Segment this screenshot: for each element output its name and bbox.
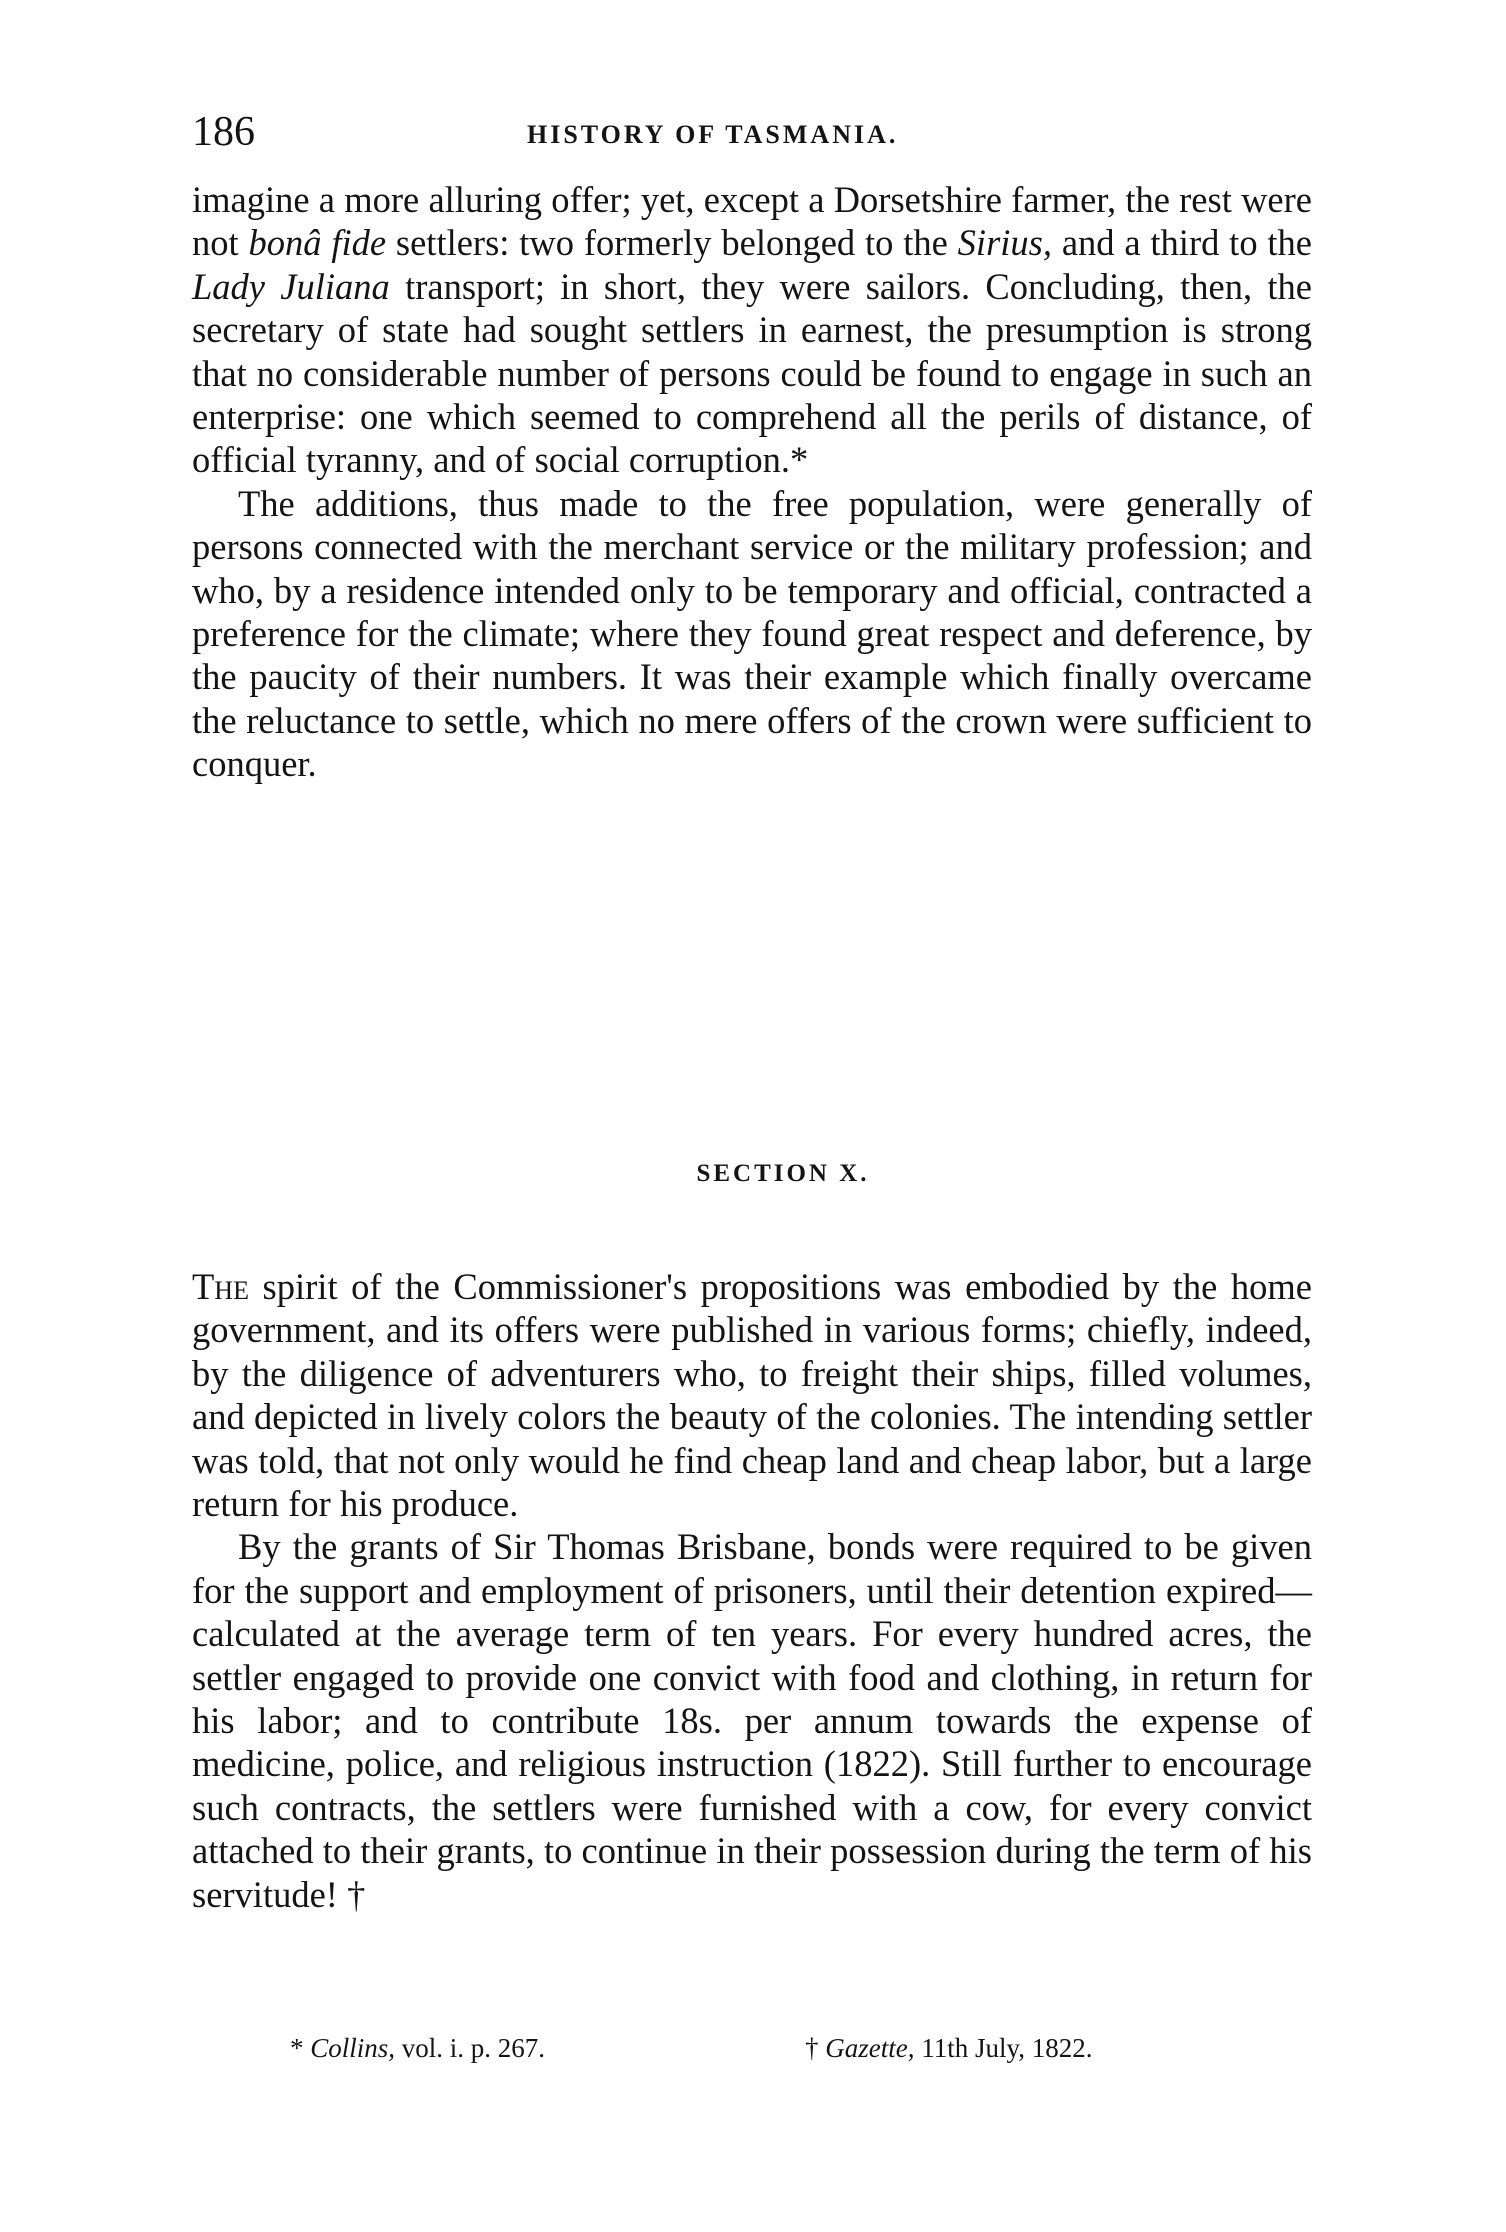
- text-block-top: [192, 178, 1312, 786]
- italic-ship-sirius: Sirius,: [957, 222, 1052, 264]
- paragraph-2: The additions, thus made to the free population, were generally of persons connected with the merchant service or the military profession; and who, by a residence intended only to be temporary and official, contracted a preference for the climate; where they found great respect and deference, by the paucity of their numbers. It was their example which finally overcame the reluctance to settle, which no mere offers of the crown were sufficient to conquer.: [192, 482, 1312, 785]
- text-block-bottom: [192, 1265, 1312, 1916]
- page-number: 186: [192, 109, 255, 155]
- paragraph-4: By the grants of Sir Thomas Brisbane, bonds were required to be given for the support and employment of prisoners, until their detention expired—calculated at the average term of ten years. For every hundred acres, the settler engaged to provide one convict with food and clothing, in return for his labor; and to contribute 18s. per annum towards the expense of medicine, police, and religious instruction (1822). Still further to encourage such contracts, the settlers were furnished with a cow, for every convict attached to their grants, to continue in their possession during the term of his servitude! †: [192, 1526, 1312, 1915]
- footnotes: [290, 2025, 1250, 2075]
- footnote-1: * Collins, vol. i. p. 267.: [290, 2033, 546, 2063]
- paragraph-3: The spirit of the Commissioner's propositions was embodied by the home government, and its offers were published in various forms; chiefly, indeed, by the diligence of adventurers who, to freight their ships, filled volumes, and depicted in lively colors the beauty of the colonies. The intending settler was told, that not only would he find cheap land and cheap labor, but a large return for his produce.: [192, 1266, 1312, 1525]
- paragraph-1: imagine a more alluring offer; yet, except a Dorsetshire farmer, the rest were not bonâ fide settlers: two formerly belonged to the Sirius, and a third to the Lady Juliana transport; in short, they were sailors. Concluding, then, the secretary of state had sought settlers in earnest, the presumption is strong that no considerable number of persons could be found to engage in such an enterprise: one which seemed to comprehend all the perils of distance, of official tyranny, and of social corruption.*: [192, 179, 1313, 481]
- italic-bona-fide: bonâ fide: [248, 222, 387, 264]
- paragraph-3-lead: The: [192, 1266, 249, 1307]
- italic-ship-lady-juliana: Lady Juliana: [192, 265, 390, 307]
- footnote-2: † Gazette, 11th July, 1822.: [805, 2033, 1093, 2063]
- section-heading: SECTION X.: [696, 1160, 870, 1187]
- page-header: [192, 102, 1312, 162]
- running-title: HISTORY OF TASMANIA.: [527, 120, 899, 149]
